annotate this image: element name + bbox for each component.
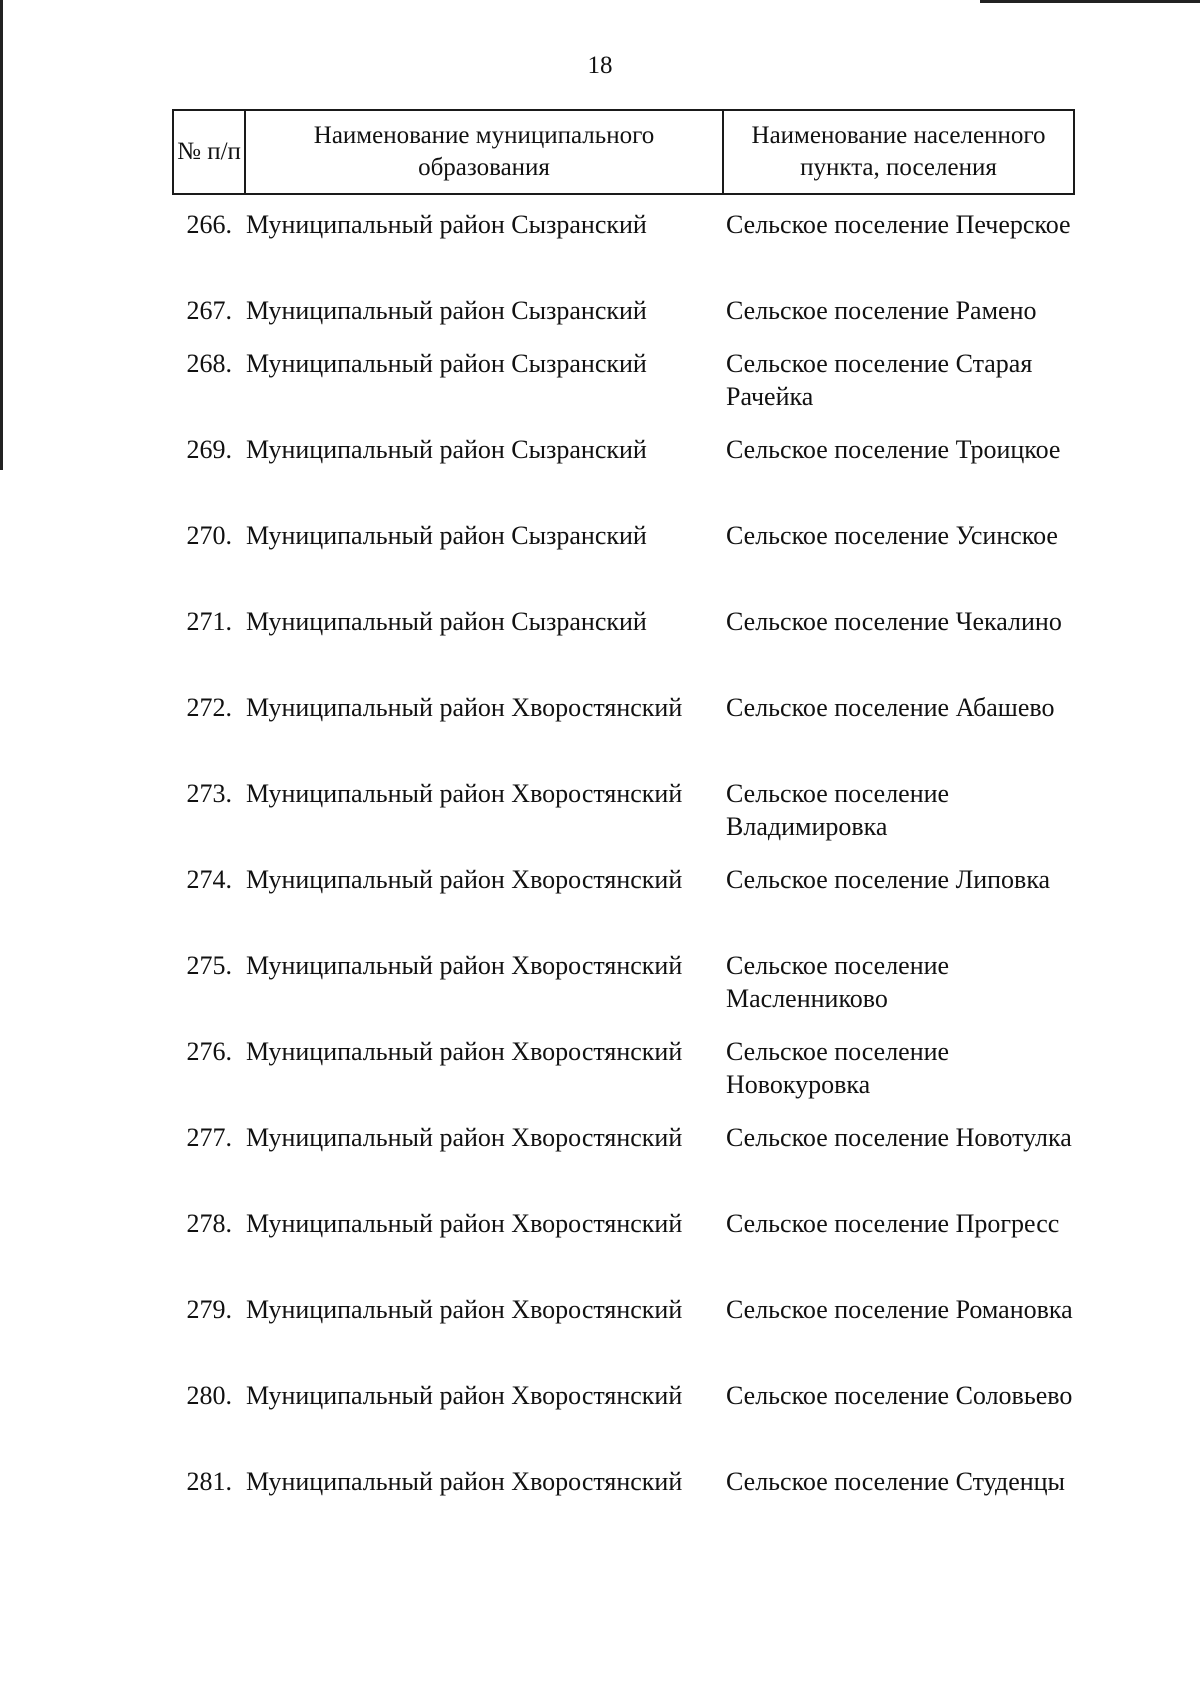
- table-row: [0, 1293, 1200, 1379]
- row-number: 270.: [186, 521, 232, 550]
- page-number: 18: [587, 52, 613, 79]
- table-row: [0, 1465, 1200, 1551]
- row-settlement: Сельское поселение Новокуровка: [726, 1037, 950, 1099]
- table-row: [0, 605, 1200, 691]
- row-municipality: Муниципальный район Хворостянский: [246, 1209, 683, 1238]
- row-municipality: Муниципальный район Сызранский: [246, 521, 647, 550]
- row-municipality: Муниципальный район Сызранский: [246, 607, 647, 636]
- row-settlement: Сельское поселение Чекалино: [726, 607, 1062, 636]
- row-municipality: Муниципальный район Хворостянский: [246, 1381, 683, 1410]
- row-municipality: Муниципальный район Хворостянский: [246, 951, 683, 980]
- row-settlement: Сельское поселение Печерское: [726, 210, 1071, 239]
- row-municipality: Муниципальный район Хворостянский: [246, 693, 683, 722]
- table-row: [0, 208, 1200, 294]
- row-settlement: Сельское поселение Соловьево: [726, 1381, 1073, 1410]
- row-number: 273.: [186, 779, 232, 808]
- row-settlement: Сельское поселение Рамено: [726, 296, 1037, 325]
- row-settlement: Сельское поселение Новотулка: [726, 1123, 1072, 1152]
- table-row: [0, 294, 1200, 347]
- table-row: [0, 1379, 1200, 1465]
- row-municipality: Муниципальный район Хворостянский: [246, 1295, 683, 1324]
- row-settlement: Сельское поселение Прогресс: [726, 1209, 1060, 1238]
- row-number: 269.: [186, 435, 232, 464]
- row-settlement: Сельское поселение Липовка: [726, 865, 1051, 894]
- row-settlement: Сельское поселение Владимировка: [726, 779, 950, 841]
- row-number: 280.: [186, 1381, 232, 1410]
- row-settlement: Сельское поселение Троицкое: [726, 435, 1061, 464]
- row-municipality: Муниципальный район Сызранский: [246, 435, 647, 464]
- table-row: [0, 949, 1200, 1035]
- row-number: 281.: [186, 1467, 232, 1496]
- row-municipality: Муниципальный район Хворостянский: [246, 865, 683, 894]
- row-number: 267.: [186, 296, 232, 325]
- header-number: № п/п: [174, 111, 246, 193]
- row-municipality: Муниципальный район Сызранский: [246, 296, 647, 325]
- table-row: [0, 777, 1200, 863]
- row-municipality: Муниципальный район Сызранский: [246, 210, 647, 239]
- header-municipality: Наименование муниципального образования: [246, 111, 724, 193]
- row-settlement: Сельское поселение Старая Рачейка: [726, 349, 1033, 411]
- row-municipality: Муниципальный район Хворостянский: [246, 779, 683, 808]
- table-row: [0, 1207, 1200, 1293]
- table-row: [0, 1121, 1200, 1207]
- row-settlement: Сельское поселение Усинское: [726, 521, 1058, 550]
- row-settlement: Сельское поселение Студенцы: [726, 1467, 1066, 1496]
- row-municipality: Муниципальный район Сызранский: [246, 349, 647, 378]
- row-number: 268.: [186, 349, 232, 378]
- row-number: 266.: [186, 210, 232, 239]
- row-number: 277.: [186, 1123, 232, 1152]
- row-number: 275.: [186, 951, 232, 980]
- row-number: 274.: [186, 865, 232, 894]
- table-row: [0, 691, 1200, 777]
- table-row: [0, 433, 1200, 519]
- table-header: [172, 109, 1075, 195]
- row-number: 272.: [186, 693, 232, 722]
- header-settlement: Наименование населенного пункта, поселения: [751, 122, 1046, 181]
- scan-edge-top: [980, 0, 1200, 3]
- table-body: [0, 208, 1200, 1551]
- table-row: [0, 347, 1200, 433]
- row-settlement: Сельское поселение Романовка: [726, 1295, 1073, 1324]
- row-number: 278.: [186, 1209, 232, 1238]
- row-number: 276.: [186, 1037, 232, 1066]
- table-row: [0, 1035, 1200, 1121]
- row-settlement: Сельское поселение Масленниково: [726, 951, 950, 1013]
- table-row: [0, 863, 1200, 949]
- row-number: 271.: [186, 607, 232, 636]
- row-municipality: Муниципальный район Хворостянский: [246, 1467, 683, 1496]
- row-municipality: Муниципальный район Хворостянский: [246, 1123, 683, 1152]
- row-settlement: Сельское поселение Абашево: [726, 693, 1055, 722]
- row-municipality: Муниципальный район Хворостянский: [246, 1037, 683, 1066]
- row-number: 279.: [186, 1295, 232, 1324]
- table-row: [0, 519, 1200, 605]
